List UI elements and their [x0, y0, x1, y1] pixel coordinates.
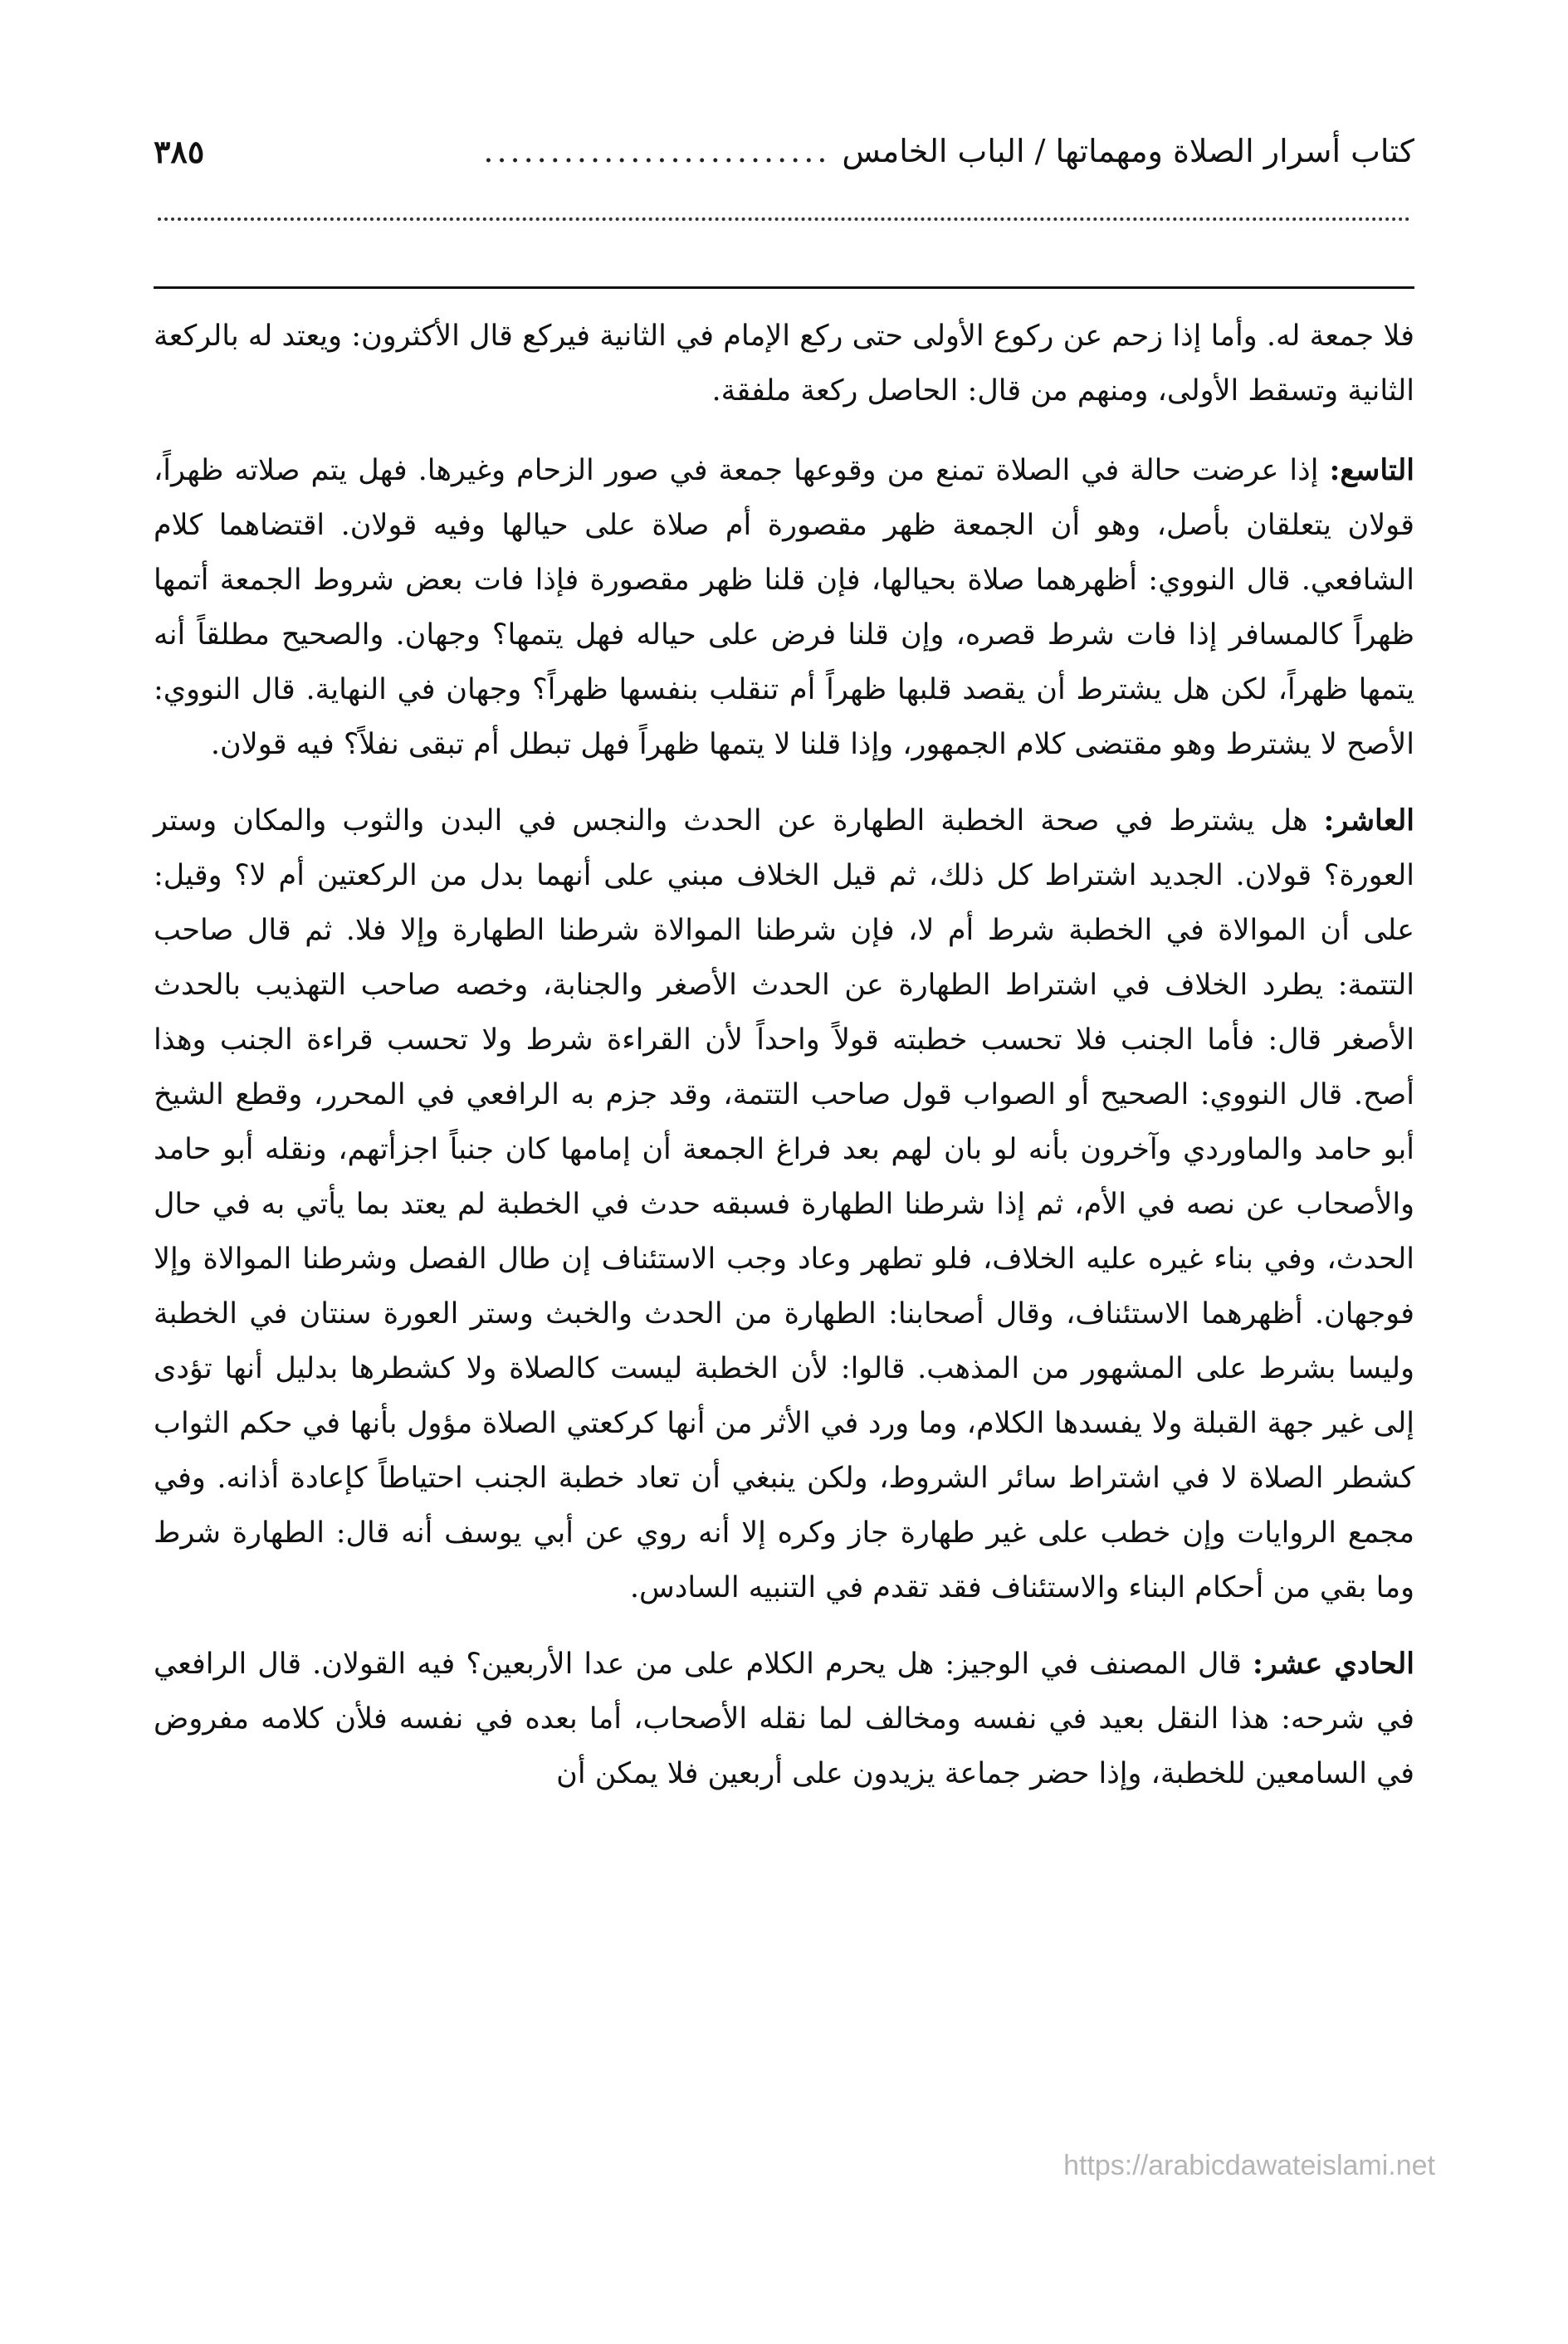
paragraph-lead: العاشر: — [1323, 803, 1414, 837]
paragraph-text: إذا عرضت حالة في الصلاة تمنع من وقوعها جمعة في صور الزحام وغيرها. فهل يتم صلاته ظهراً، قولان يتعلقان بأصل، وهو أن الجمعة ظهر مقصورة أم صلاة على حيالها وفيه قولان. اقتضاهما كلام الشافعي. قال النووي: أظهرهما صلاة بحيالها، فإن قلنا ظهر مقصورة فإذا فات بعض شروط الجمعة أتمها ظهراً كالمسافر إذا فات شرط قصره، وإن قلنا فرض على حياله فهل يتمها؟ وجهان. والصحيح مطلقاً أنه يتمها ظهراً، لكن هل يشترط أن يقصد قلبها ظهراً أم تنقلب بنفسها ظهراً؟ وجهان في النهاية. قال النووي: الأصح لا يشترط وهو مقتضى كلام الجمهور، وإذا قلنا لا يتمها ظهراً فهل تبطل أم تبقى نفلاً؟ فيه قولان. — [154, 454, 1414, 761]
header-rule — [154, 286, 1414, 289]
running-head-title: كتاب أسرار الصلاة ومهماتها / الباب الخامس — [842, 133, 1414, 169]
paragraph-eleventh — [154, 1637, 1414, 1801]
paragraph-text: هل يشترط في صحة الخطبة الطهارة عن الحدث والنجس في البدن والثوب والمكان وستر العورة؟ قولان. الجديد اشتراط كل ذلك، ثم قيل الخلاف مبني على أنهما بدل من الركعتين أم لا؟ وقيل: على أن الموالاة في الخطبة شرط أم لا، فإن شرطنا الموالاة شرطنا الطهارة وإلا فلا. ثم قال صاحب التتمة: يطرد الخلاف في اشتراط الطهارة عن الحدث الأصغر والجنابة، وخصه صاحب التهذيب بالحدث الأصغر قال: فأما الجنب فلا تحسب خطبته قولاً واحداً لأن القراءة شرط ولا تحسب قراءة الجنب وهذا أصح. قال النووي: الصحيح أو الصواب قول صاحب التتمة، وقد جزم به الرافعي في المحرر، وقطع الشيخ أبو حامد والماوردي وآخرون بأنه لو بان لهم بعد فراغ الجمعة أن إمامها كان جنباً اجزأتهم، ونقله أبو حامد والأصحاب عن نصه في الأم، ثم إذا شرطنا الطهارة فسبقه حدث في الخطبة لم يعتد بما يأتي به في حال الحدث، وفي بناء غيره عليه الخلاف، فلو تطهر وعاد وجب الاستئناف إن طال الفصل وشرطنا الموالاة وإلا فوجهان. أظهرهما الاستئناف، وقال أصحابنا: الطهارة من الحدث والخبث وستر العورة سنتان في الخطبة وليسا بشرط على المشهور من المذهب. قالوا: لأن الخطبة ليست كالصلاة ولا كشطرها بدليل أنها تؤدى إلى غير جهة القبلة ولا يفسدها الكلام، وما ورد في الأثر من أنها كركعتي الصلاة مؤول بأنها في حكم الثواب كشطر الصلاة لا في اشتراط سائر الشروط، ولكن ينبغي أن تعاد خطبة الجنب احتياطاً كإعادة أذانه. وفي مجمع الروايات وإن خطب على غير طهارة جاز وكره إلا أنه روي عن أبي يوسف أنه قال: الطهارة شرط وما بقي من أحكام البناء والاستئناف فقد تقدم في التنبيه السادس. — [154, 804, 1414, 1604]
running-head — [154, 125, 1414, 178]
paragraph-ninth — [154, 443, 1414, 772]
page-number: ٣٨٥ — [154, 132, 205, 170]
leader-dots: .......................... — [483, 133, 831, 169]
paragraph-text: قال المصنف في الوجيز: هل يحرم الكلام على من عدا الأربعين؟ فيه القولان. قال الرافعي في شرحه: هذا النقل بعيد في نفسه ومخالف لما نقله الأصحاب، أما بعده في نفسه فلأن كلامه مفروض في السامعين للخطبة، وإذا حضر جماعة يزيدون على أربعين فلا يمكن أن — [154, 1648, 1414, 1790]
paragraph-lead: الحادي عشر: — [1252, 1647, 1414, 1681]
watermark-url: https://arabicdawateislami.net — [1063, 2150, 1435, 2181]
paragraph-text: فلا جمعة له. وأما إذا زحم عن ركوع الأولى حتى ركع الإمام في الثانية فيركع قال الأكثرون: ويعتد له بالركعة الثانية وتسقط الأولى، ومنهم من قال: الحاصل ركعة ملفقة. — [154, 320, 1414, 408]
dotted-separator — [158, 217, 1410, 221]
paragraph-tenth — [154, 794, 1414, 1615]
body-text — [154, 309, 1414, 1823]
paragraph-continuation — [154, 309, 1414, 418]
paragraph-lead: التاسع: — [1329, 453, 1414, 487]
